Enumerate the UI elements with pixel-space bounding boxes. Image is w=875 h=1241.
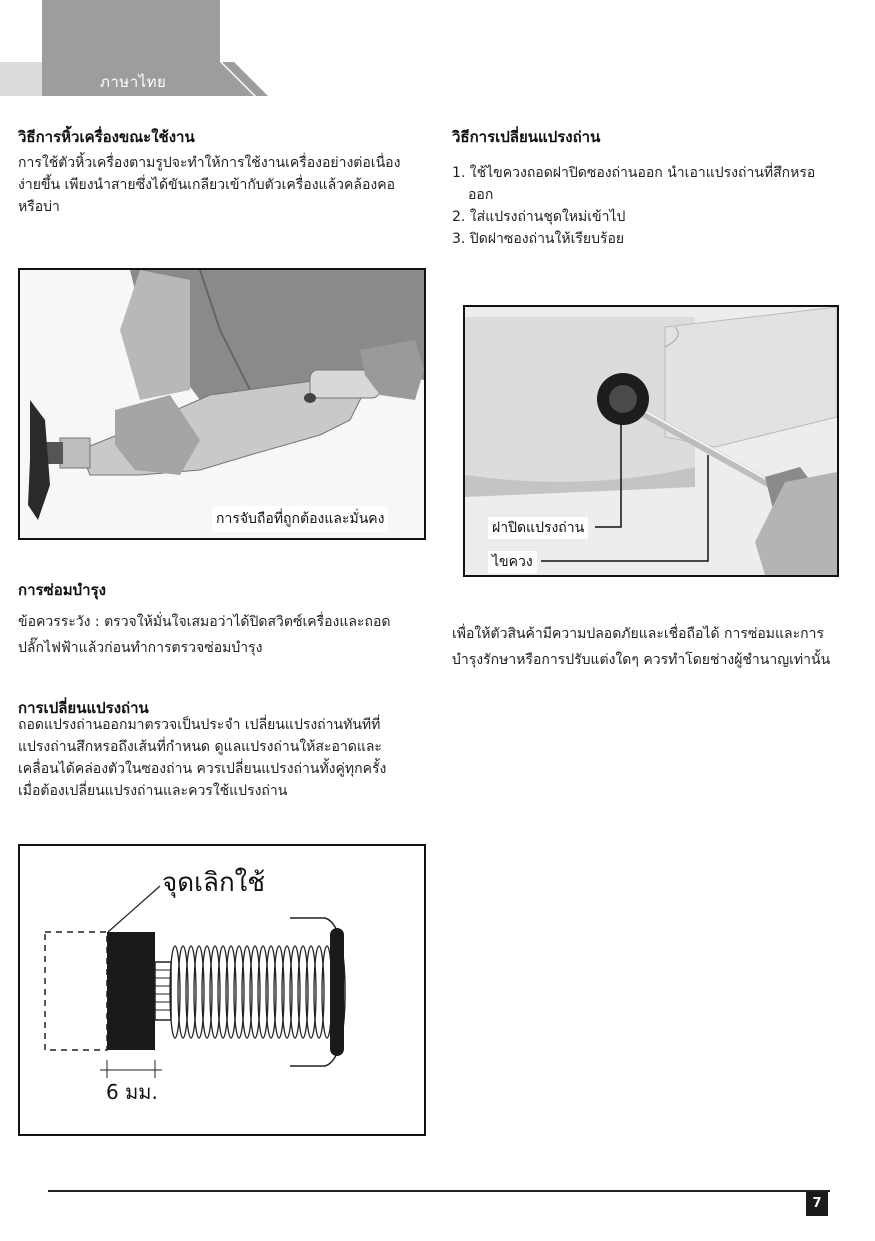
footer-rule [48,1190,830,1192]
spring-coils [170,946,332,1038]
text-line: บำรุงรักษาหรือการปรับแต่งใดๆ ควรทำโดยช่างผู้ชำนาญเท่านั้น [452,652,831,668]
brush-change-text [18,714,438,802]
step-item-continued: ออก [468,187,494,203]
carry-section-text [18,152,438,218]
step-item: 1. ใช้ไขควงถอดฝาปิดซองถ่านออก นำเอาแปรงถ่านที่สึกหรอ [452,165,816,181]
step-item: 2. ใส่แปรงถ่านชุดใหม่เข้าไป [452,209,626,225]
maintenance-text [18,609,438,661]
brush-steps-title: วิธีการเปลี่ยนแปรงถ่าน [452,128,601,146]
text-line: ถอดแปรงถ่านออกมาตรวจเป็นประจำ เปลี่ยนแปรงถ่านทันทีที่ [18,717,381,733]
brush-change-title: การเปลี่ยนแปรงถ่าน [18,699,149,717]
text-line: แปรงถ่านสึกหรอถึงเส้นที่กำหนด ดูแลแปรงถ่านให้สะอาดและ [18,739,382,755]
text-line: ง่ายขึ้น เพียงนำสายซึ่งได้ขันเกลียวเข้ากับตัวเครื่องแล้วคล้องคอ [18,177,395,193]
header-tab-stripe [222,62,278,96]
grip-photo-caption: การจับถือที่ถูกต้องและมั่นคง [212,506,388,532]
text-line: ปลั๊กไฟฟ้าแล้วก่อนทำการตรวจซ่อมบำรุง [18,640,263,656]
wear-dimension-label: 6 มม. [106,1080,158,1104]
grinder-grip-illustration [20,270,424,538]
maintenance-title: การซ่อมบำรุง [18,581,106,599]
language-tab-label: ภาษาไทย [100,73,167,91]
text-line: ข้อควรระวัง : ตรวจให้มั่นใจเสมอว่าได้ปิดสวิตซ์เครื่องและถอด [18,614,391,630]
brush-cap-label: ฝาปิดแปรงถ่าน [488,517,588,539]
text-line: เพื่อให้ตัวสินค้ามีความปลอดภัยและเชื่อถือได้ การซ่อมและการ [452,626,824,642]
carry-section-title: วิธีการหิ้วเครื่องขณะใช้งาน [18,128,195,146]
header-tab-light [0,62,42,96]
text-line: เมื่อต้องเปลี่ยนแปรงถ่านและควรใช้แปรงถ่าน [18,783,288,799]
screwdriver-label: ไขควง [488,551,537,573]
service-note [452,621,862,673]
page-number: 7 [806,1192,828,1216]
text-line: เคลื่อนได้คล่องตัวในซองถ่าน ควรเปลี่ยนแปรงถ่านทั้งคู่ทุกครั้ง [18,761,387,777]
step-item: 3. ปิดฝาซองถ่านให้เรียบร้อย [452,231,625,247]
text-line: หรือบ่า [18,199,60,215]
brush-steps [452,162,862,250]
wear-limit-label: จุดเลิกใช้ [162,868,266,898]
grinder-grip-photo [18,268,426,540]
text-line: การใช้ตัวหิ้วเครื่องตามรูปจะทำให้การใช้งานเครื่องอย่างต่อเนื่อง [18,155,401,171]
